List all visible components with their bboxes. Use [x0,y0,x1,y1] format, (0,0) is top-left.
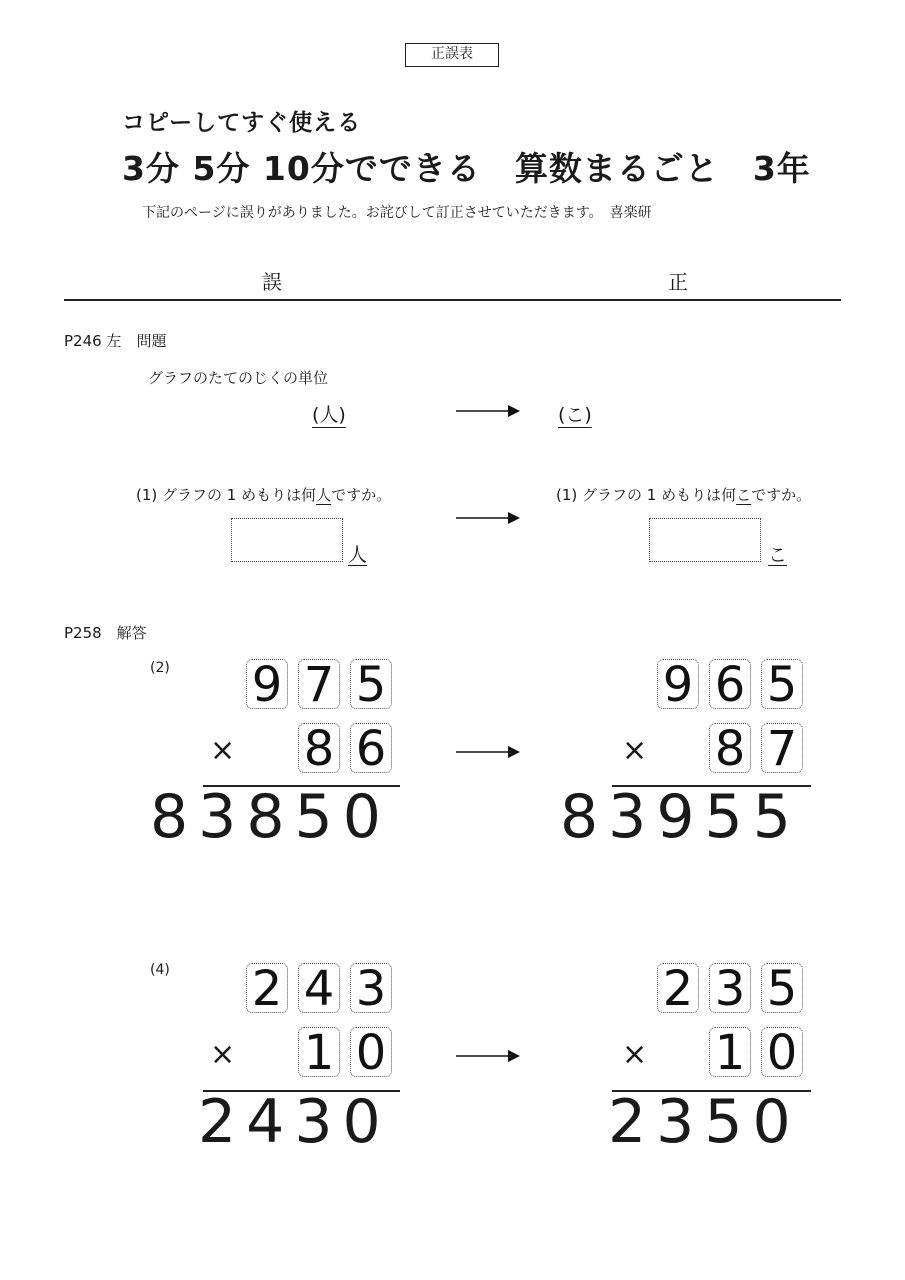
digit-box: 1 [709,1027,751,1077]
arrow-right-icon [456,511,522,525]
errata-notice: 下記のページに誤りがありました。お詫びして訂正させていただきます。 喜楽研 [142,205,652,221]
section2-page-ref: P258 解答 [64,624,147,642]
calc-result: 2430 [198,1087,391,1157]
problem-label: (2) [150,660,170,676]
digit-box: 3 [350,963,392,1013]
problem-label: (4) [150,962,170,978]
errata-badge: 正誤表 [405,43,499,67]
arrow-right-icon [456,745,522,759]
answer-box-right [649,518,761,562]
header-divider [64,299,841,301]
section1-caption: グラフのたてのじくの単位 [148,369,329,387]
calc-result: 83955 [560,782,801,852]
question-wrong-text: (1) グラフの 1 めもりは何 [136,486,317,504]
question-right-suffix: ですか。 [751,486,812,504]
digit-box: 3 [709,963,751,1013]
answer-unit-right: こ [768,544,788,566]
digit-box: 9 [246,659,288,709]
question-wrong-suffix: ですか。 [331,486,392,504]
right-unit: (こ) [558,404,592,426]
column-wrong-heading: 誤 [262,270,282,294]
wrong-unit: (人) [312,404,346,426]
times-sign: × [210,1037,236,1072]
digit-box: 0 [350,1027,392,1077]
digit-box: 6 [709,659,751,709]
book-subtitle: コピーしてすぐ使える [122,110,362,136]
arrow-right-icon [456,1049,522,1063]
digit-box: 2 [246,963,288,1013]
answer-box-wrong [231,518,343,562]
question-wrong [136,484,391,505]
question-right-unit: こ [736,486,752,504]
digit-box: 6 [350,723,392,773]
times-sign: × [210,733,236,768]
digit-box: 4 [298,963,340,1013]
digit-box: 5 [350,659,392,709]
calc-result: 83850 [150,782,391,852]
digit-box: 0 [761,1027,803,1077]
question-wrong-unit: 人 [316,486,332,504]
digit-box: 5 [761,963,803,1013]
digit-box: 8 [709,723,751,773]
answer-unit-wrong: 人 [348,544,368,566]
digit-box: 9 [657,659,699,709]
section1-page-ref: P246 左 問題 [64,332,167,350]
digit-box: 1 [298,1027,340,1077]
times-sign: × [622,733,648,768]
column-right-heading: 正 [668,270,688,294]
book-title: 3分 5分 10分でできる 算数まるごと 3年 [122,149,811,188]
digit-box: 2 [657,963,699,1013]
arrow-right-icon [456,404,522,418]
digit-box: 7 [761,723,803,773]
question-right-text: (1) グラフの 1 めもりは何 [556,486,737,504]
digit-box: 8 [298,723,340,773]
times-sign: × [622,1037,648,1072]
digit-box: 5 [761,659,803,709]
digit-box: 7 [298,659,340,709]
calc-result: 2350 [608,1087,801,1157]
question-right [556,484,811,505]
